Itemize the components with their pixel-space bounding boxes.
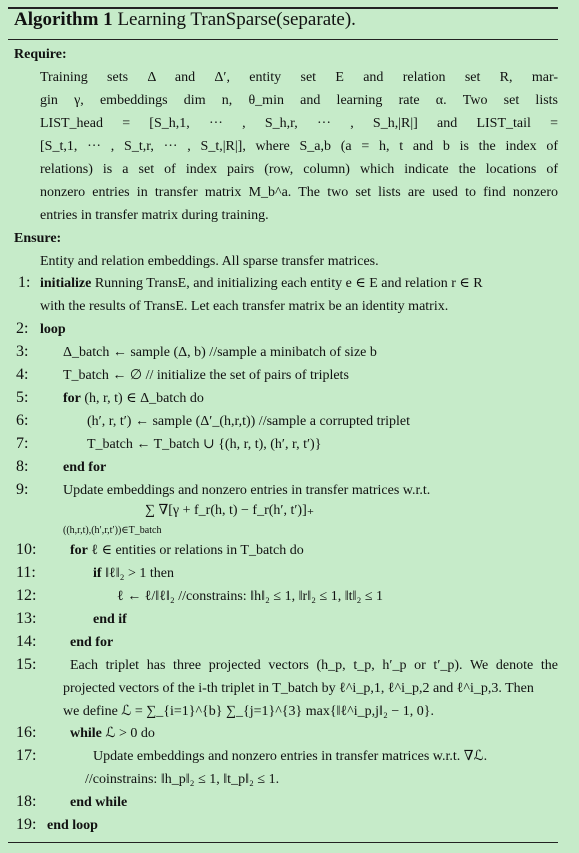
step-keyword: loop xyxy=(40,322,66,337)
step-text: projected vectors of the i-th triplet in T_batch by ℓ^i_p,1, ℓ^i_p,2 and ℓ^i_p,3. Then xyxy=(63,681,534,696)
step-text: (h, r, t) ∈ Δ_batch do xyxy=(80,391,204,406)
step-line xyxy=(40,321,66,339)
step-line xyxy=(63,367,349,385)
step-number: 5: xyxy=(16,389,29,406)
algorithm-label: Algorithm 1 xyxy=(14,9,113,30)
step-number: 6: xyxy=(16,412,29,429)
step-keyword: end for xyxy=(63,460,107,475)
step-line xyxy=(70,634,113,652)
step-text: Δ_batch ← sample (Δ, b) //sample a minibatch of size b xyxy=(63,345,377,360)
title-rule xyxy=(8,39,558,40)
ensure-text: Entity and relation embeddings. All sparse transfer matrices. xyxy=(40,254,379,269)
step-text: (h′, r, t′) ← sample (Δ′_(h,r,t)) //sample a corrupted triplet xyxy=(87,414,411,429)
gradient-expression xyxy=(145,502,314,520)
step-line xyxy=(70,657,558,675)
step-line xyxy=(47,817,98,835)
require-line: [S_t,1, ··· , S_t,r, ··· , S_t,|R|], where S_a,b (a = h, t and b is the index of xyxy=(40,139,558,154)
step-line xyxy=(70,794,127,812)
step-text: ℓ ∈ entities or relations in T_batch do xyxy=(87,543,304,558)
step-number: 18: xyxy=(16,793,37,810)
step-line xyxy=(63,482,430,500)
require-line: Training sets Δ and Δ′, entity set E and relation set R, mar- xyxy=(40,70,558,85)
step-line xyxy=(40,275,483,293)
step-number: 13: xyxy=(16,610,37,627)
step-number: 4: xyxy=(16,366,29,383)
step-line xyxy=(63,390,204,408)
step-text: ℓ ← ℓ/‖ℓ‖₂ //constrains: ‖h‖₂ ≤ 1, ‖r‖₂ ≤ 1, ‖t‖₂ ≤ 1 xyxy=(117,589,384,604)
step-number: 9: xyxy=(16,481,29,498)
gradient-text: ∑ ∇[γ + f_r(h, t) − f_r(h′, t′)]₊ xyxy=(145,503,315,518)
step-number: 16: xyxy=(16,724,37,741)
step-line xyxy=(87,436,321,454)
step-line xyxy=(93,748,487,766)
step-number: 2: xyxy=(16,320,29,337)
require-line: LIST_head = [S_h,1, ··· , S_h,r, ··· , S_h,|R|] and LIST_tail = xyxy=(40,116,558,131)
bottom-rule xyxy=(8,842,558,843)
step-text: //coinstrains: ‖h_p‖₂ ≤ 1, ‖t_p‖₂ ≤ 1. xyxy=(85,772,280,787)
require-line: nonzero entries in transfer matrix M_b^a. The two set lists are used to find nonzero xyxy=(40,185,558,200)
step-number: 15: xyxy=(16,656,37,673)
step-keyword: end if xyxy=(93,612,127,627)
sum-subscript xyxy=(63,522,161,540)
step-number: 12: xyxy=(16,587,37,604)
step-text: with the results of TransE. Let each transfer matrix be an identity matrix. xyxy=(40,299,449,314)
step-number: 17: xyxy=(16,747,37,764)
step-number: 14: xyxy=(16,633,37,650)
step-keyword: if xyxy=(93,566,102,581)
step-text: ℒ > 0 do xyxy=(101,726,155,741)
step-text: we define ℒ = ∑_{i=1}^{b} ∑_{j=1}^{3} max{‖ℓ^i_p,j‖₂ − 1, 0}. xyxy=(63,704,434,719)
step-line xyxy=(40,298,448,316)
require-label: Require: xyxy=(14,47,67,62)
step-line xyxy=(93,611,127,629)
ensure-label: Ensure: xyxy=(14,231,62,246)
step-number: 19: xyxy=(16,816,37,833)
step-line xyxy=(63,680,534,698)
step-text: Each triplet has three projected vectors (h_p, t_p, h′_p or t′_p). We denote the xyxy=(70,658,558,673)
algorithm-title xyxy=(14,9,356,31)
step-line xyxy=(93,565,174,583)
step-keyword: end while xyxy=(70,795,128,810)
step-line xyxy=(85,771,279,789)
step-line xyxy=(63,703,434,721)
step-number: 3: xyxy=(16,343,29,360)
step-keyword: end for xyxy=(70,635,114,650)
step-keyword: initialize xyxy=(40,276,92,291)
step-number: 8: xyxy=(16,458,29,475)
algorithm-name: Learning TranSparse(separate). xyxy=(117,9,356,30)
step-line xyxy=(87,413,410,431)
step-line xyxy=(70,542,304,560)
require-line: entries in transfer matrix during training. xyxy=(40,208,269,223)
step-line xyxy=(63,344,377,362)
step-number: 10: xyxy=(16,541,37,558)
require-line: relations) is a set of index pairs (row, column) which indicate the locations of xyxy=(40,162,558,177)
step-number: 1: xyxy=(18,274,31,291)
step-line xyxy=(70,725,155,743)
step-line xyxy=(117,588,383,606)
step-keyword: end loop xyxy=(47,818,98,833)
step-number: 7: xyxy=(16,435,29,452)
step-line xyxy=(63,459,106,477)
step-text: ‖ℓ‖₂ > 1 then xyxy=(101,566,175,581)
sum-subscript-text: ((h,r,t),(h′,r,t′))∈T_batch xyxy=(63,525,162,536)
step-text: T_batch ← T_batch ∪ {(h, r, t), (h′, r, t′)} xyxy=(87,437,322,452)
step-text: T_batch ← ∅ // initialize the set of pairs of triplets xyxy=(63,368,349,383)
require-line: gin γ, embeddings dim n, θ_min and learning rate α. Two set lists xyxy=(40,93,558,108)
step-number: 11: xyxy=(16,564,36,581)
step-keyword: for xyxy=(63,391,81,406)
step-keyword: while xyxy=(70,726,102,741)
step-text: Running TransE, and initializing each entity e ∈ E and relation r ∈ R xyxy=(91,276,483,291)
step-text: Update embeddings and nonzero entries in transfer matrices w.r.t. xyxy=(63,483,431,498)
step-text: Update embeddings and nonzero entries in transfer matrices w.r.t. ∇ℒ. xyxy=(93,749,488,764)
step-keyword: for xyxy=(70,543,88,558)
